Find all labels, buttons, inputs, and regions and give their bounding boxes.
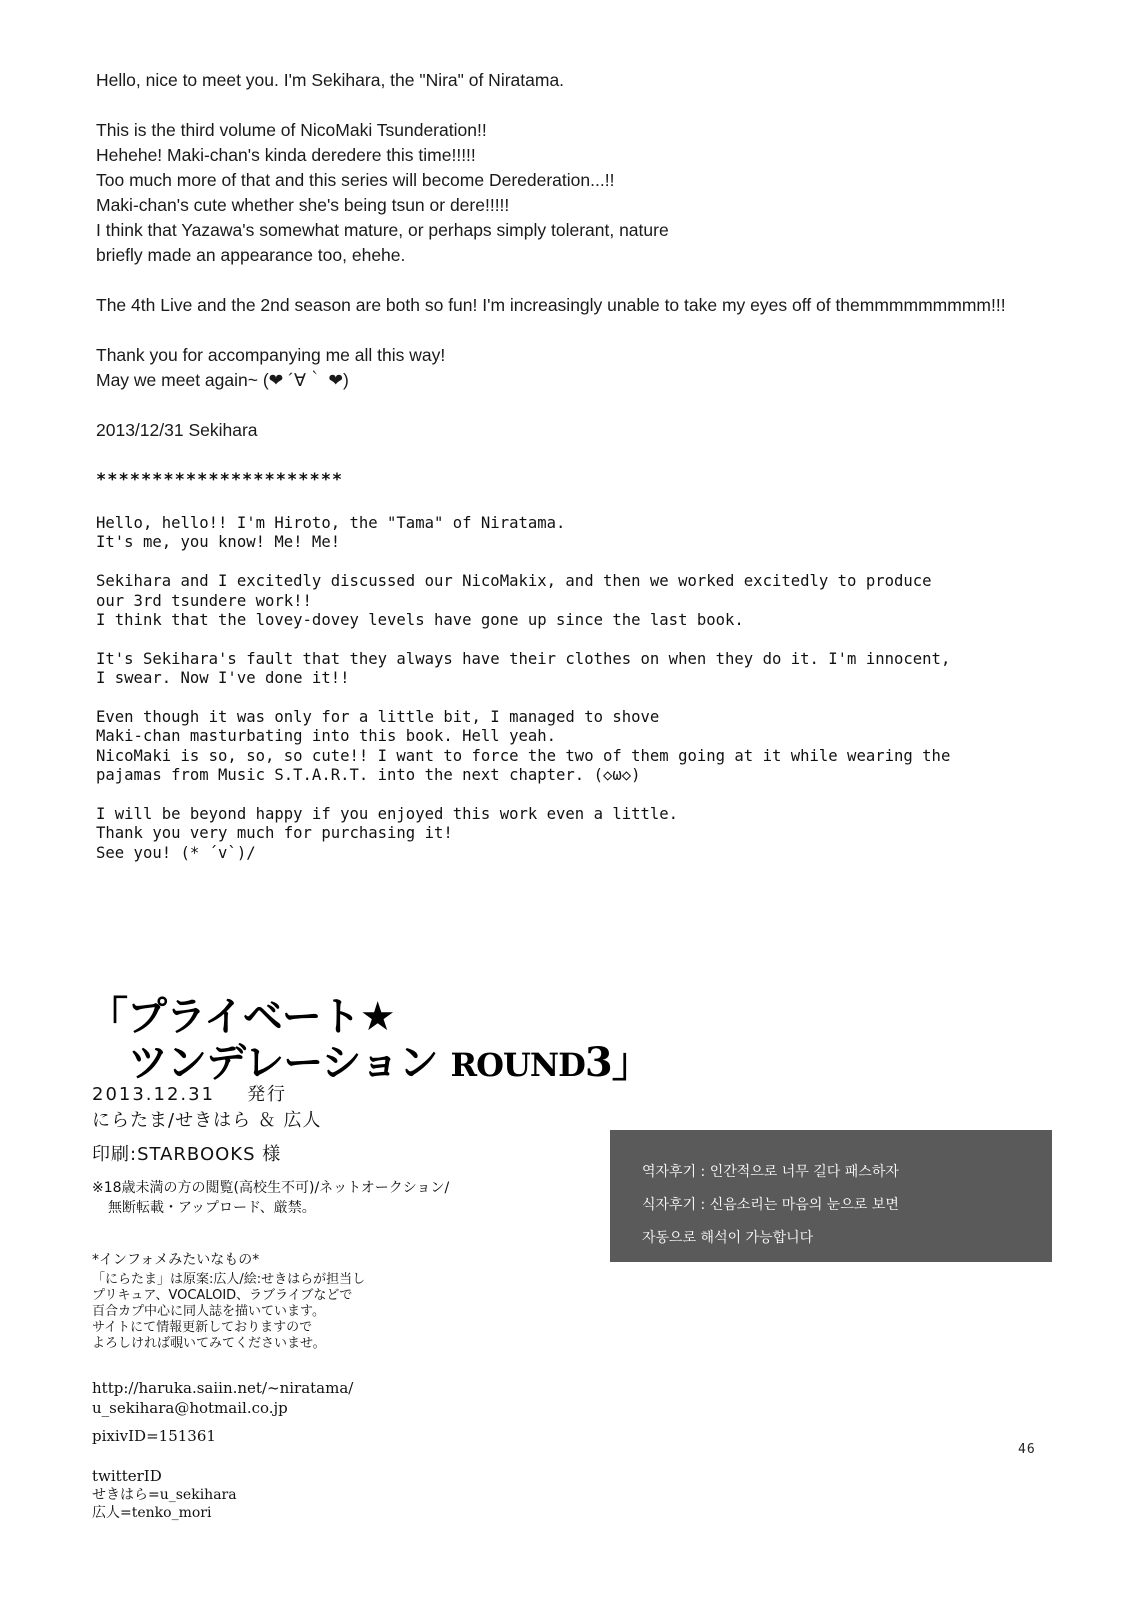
- afterword-line: briefly made an appearance too, ehehe.: [96, 245, 406, 265]
- info-line: 「にらたま」は原案:広人/絵:せきはらが担当し: [92, 1272, 366, 1287]
- book-title-round-number: 3」: [584, 1039, 651, 1086]
- printer: 印刷:STARBOOKS 様: [92, 1144, 282, 1165]
- afterword-line: Thank you very much for purchasing it!: [96, 824, 453, 843]
- afterword-line: Hello, hello!! I'm Hiroto, the "Tama" of Niratama.: [96, 514, 566, 532]
- book-title-round: ROUND: [450, 1046, 585, 1084]
- afterword-line: Thank you for accompanying me all this way!: [96, 345, 446, 365]
- afterword-line: It's me, you know! Me! Me!: [96, 533, 341, 552]
- afterword-line: [96, 393, 1076, 418]
- afterword-line: Maki-chan's cute whether she's being tsun or dere!!!!!: [96, 195, 510, 215]
- afterword-line: Too much more of that and this series will become Derederation...!!: [96, 170, 615, 190]
- afterword-line: Maki-chan masturbating into this book. Hell yeah.: [96, 727, 557, 746]
- afterword-line: I think that Yazawa's somewhat mature, or perhaps simply tolerant, nature: [96, 220, 669, 240]
- info-line: よろしければ覗いてみてくださいませ。: [92, 1336, 326, 1351]
- afterword-line: I think that the lovey-dovey levels have gone up since the last book.: [96, 611, 744, 630]
- translator-note-line-2: 식자후기 : 신음소리는 마음의 눈으로 보면: [642, 1197, 899, 1213]
- translator-note-line-3: 자동으로 해석이 가능합니다: [642, 1230, 814, 1246]
- info-block: [92, 1252, 365, 1352]
- info-line: プリキュア、VOCALOID、ラブライブなどで: [92, 1288, 353, 1303]
- afterword-line: NicoMaki is so, so, so cute!! I want to force the two of them going at it while wearing the: [96, 746, 951, 765]
- afterword-line: Hello, nice to meet you. I'm Sekihara, the "Nira" of Niratama.: [96, 70, 565, 90]
- afterword-line: [96, 93, 1076, 118]
- section-separator: **********************: [96, 470, 344, 490]
- book-title: [88, 994, 651, 1088]
- colophon: [92, 1082, 449, 1218]
- info-lines: [92, 1272, 365, 1352]
- afterword-line: [96, 786, 1096, 805]
- afterword-line: It's Sekihara's fault that they always have their clothes on when they do it. I'm innocent,: [96, 649, 951, 668]
- authors: にらたま/せきはら ＆ 広人: [92, 1110, 322, 1131]
- email-address[interactable]: u_sekihara@hotmail.co.jp: [92, 1399, 288, 1417]
- age-notice: [92, 1178, 449, 1218]
- afterword-line: I swear. Now I've done it!!: [96, 669, 350, 688]
- translator-note-line-1: 역자후기 : 인간적으로 너무 길다 패스하자: [642, 1164, 899, 1180]
- afterword-line: 2013/12/31 Sekihara: [96, 420, 258, 440]
- afterword-line: Even though it was only for a little bit, I managed to shove: [96, 708, 660, 727]
- afterword-hiroto: [96, 514, 1096, 863]
- afterword-line: [96, 630, 1096, 649]
- age-notice-line-2: 無断転載・アップロード、厳禁。: [108, 1200, 316, 1216]
- afterword-line: I will be beyond happy if you enjoyed this work even a little.: [96, 805, 679, 824]
- website-url[interactable]: http://haruka.saiin.net/~niratama/: [92, 1379, 354, 1397]
- afterword-sekihara: [96, 68, 1076, 443]
- age-notice-line-1: ※18歳未満の方の閲覧(高校生不可)/ネットオークション/: [92, 1180, 450, 1196]
- info-line: サイトにて情報更新しておりますので: [92, 1320, 313, 1335]
- page-number: 46: [1018, 1442, 1036, 1457]
- contact-links: [92, 1378, 353, 1522]
- info-title: *インフォメみたいなもの*: [92, 1252, 260, 1268]
- afterword-line: Hehehe! Maki-chan's kinda deredere this time!!!!!: [96, 145, 476, 165]
- afterword-line: [96, 268, 1076, 293]
- issued-label: 発行: [247, 1084, 288, 1105]
- twitter-title: twitterID: [92, 1467, 162, 1485]
- afterword-line: The 4th Live and the 2nd season are both so fun! I'm increasingly unable to take my eyes off of themmmmmmmmm!!!: [96, 295, 1006, 315]
- afterword-line: pajamas from Music S.T.A.R.T. into the next chapter. (◇ω◇): [96, 766, 641, 785]
- book-title-line-2: [88, 1040, 651, 1088]
- info-line: 百合カプ中心に同人誌を描いています。: [92, 1304, 325, 1319]
- afterword-line: This is the third volume of NicoMaki Tsunderation!!: [96, 120, 487, 140]
- translator-note-box: [610, 1130, 1052, 1262]
- afterword-line: our 3rd tsundere work!!: [96, 591, 312, 610]
- twitter-sekihara: せきはら=u_sekihara: [92, 1487, 237, 1503]
- pixiv-id: pixivID=151361: [92, 1427, 216, 1445]
- afterword-line: [96, 689, 1096, 708]
- book-title-line-1: 「プライベート★: [88, 994, 395, 1040]
- afterword-line: See you! (* ´v`)/: [96, 843, 256, 862]
- afterword-line: [96, 318, 1076, 343]
- book-title-jp: ツンデレーション: [128, 1040, 438, 1086]
- afterword-line: [96, 553, 1096, 572]
- afterword-line: Sekihara and I excitedly discussed our NicoMakix, and then we worked excitedly to produce: [96, 572, 932, 591]
- afterword-line: May we meet again~ (❤ ´∀｀ ❤): [96, 370, 349, 390]
- publication-date-line: [92, 1082, 449, 1108]
- twitter-hiroto: 広人=tenko_mori: [92, 1505, 212, 1521]
- publication-date: 2013.12.31: [92, 1084, 216, 1105]
